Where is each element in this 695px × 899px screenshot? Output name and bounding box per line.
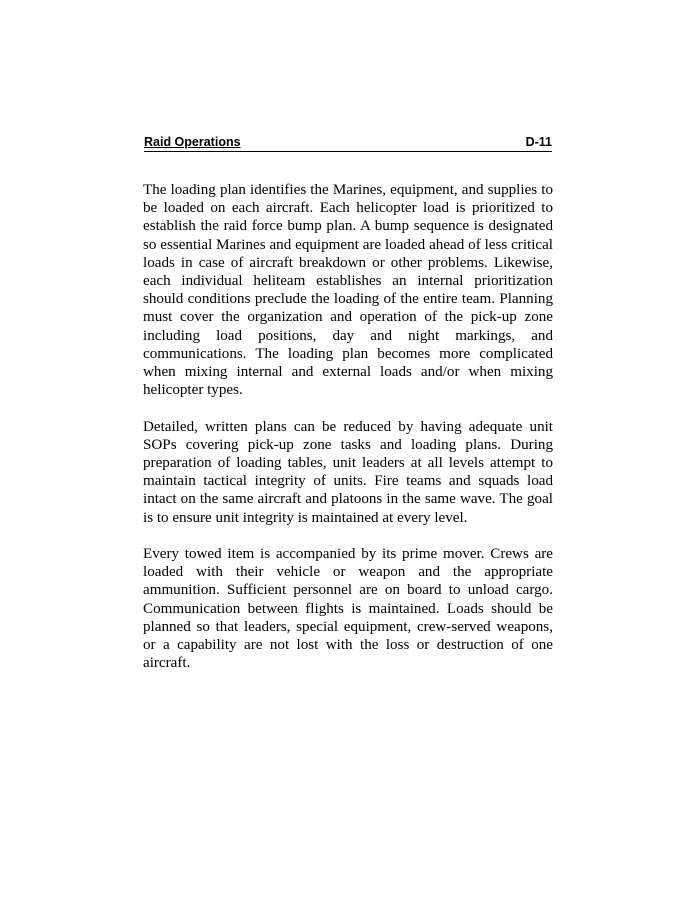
paragraph-towed-items: Every towed item is accompanied by its prime mover. Crews are loaded with their vehicle or weapon and the appropriate ammunition. Sufficient personnel are on board to unload cargo. Communication between flights is maintained. Loads should be planned so that leaders, special equipment, crew-served weapons, or a capability are not lost with the loss or destruction of one aircraft. xyxy=(143,546,553,672)
paragraph-loading-plan: The loading plan identifies the Marines, equipment, and supplies to be loaded on each aircraft. Each helicopter load is prioritized to establish the raid force bump plan. A bump sequence is designated so essential Marines and equipment are loaded ahead of less critical loads in case of aircraft breakdown or other problems. Likewise, each individual heliteam establishes an internal prioritization should conditions preclude the loading of the entire team. Planning must cover the organization and operation of the pick-up zone including load positions, day and night markings, and communications. The loading plan becomes more complicated when mixing internal and external loads and/or when mixing helicopter types. xyxy=(143,182,553,399)
section-title: Raid Operations xyxy=(144,135,241,149)
paragraph-written-plans: Detailed, written plans can be reduced by having adequate unit SOPs covering pick-up zone tasks and loading plans. During preparation of loading tables, unit leaders at all levels attempt to maintain tactical integrity of units. Fire teams and squads load intact on the same aircraft and platoons in the same wave. The goal is to ensure unit integrity is maintained at every level. xyxy=(143,418,553,526)
running-header xyxy=(144,134,552,152)
body-text xyxy=(143,181,553,672)
page-number: D-11 xyxy=(525,135,552,149)
